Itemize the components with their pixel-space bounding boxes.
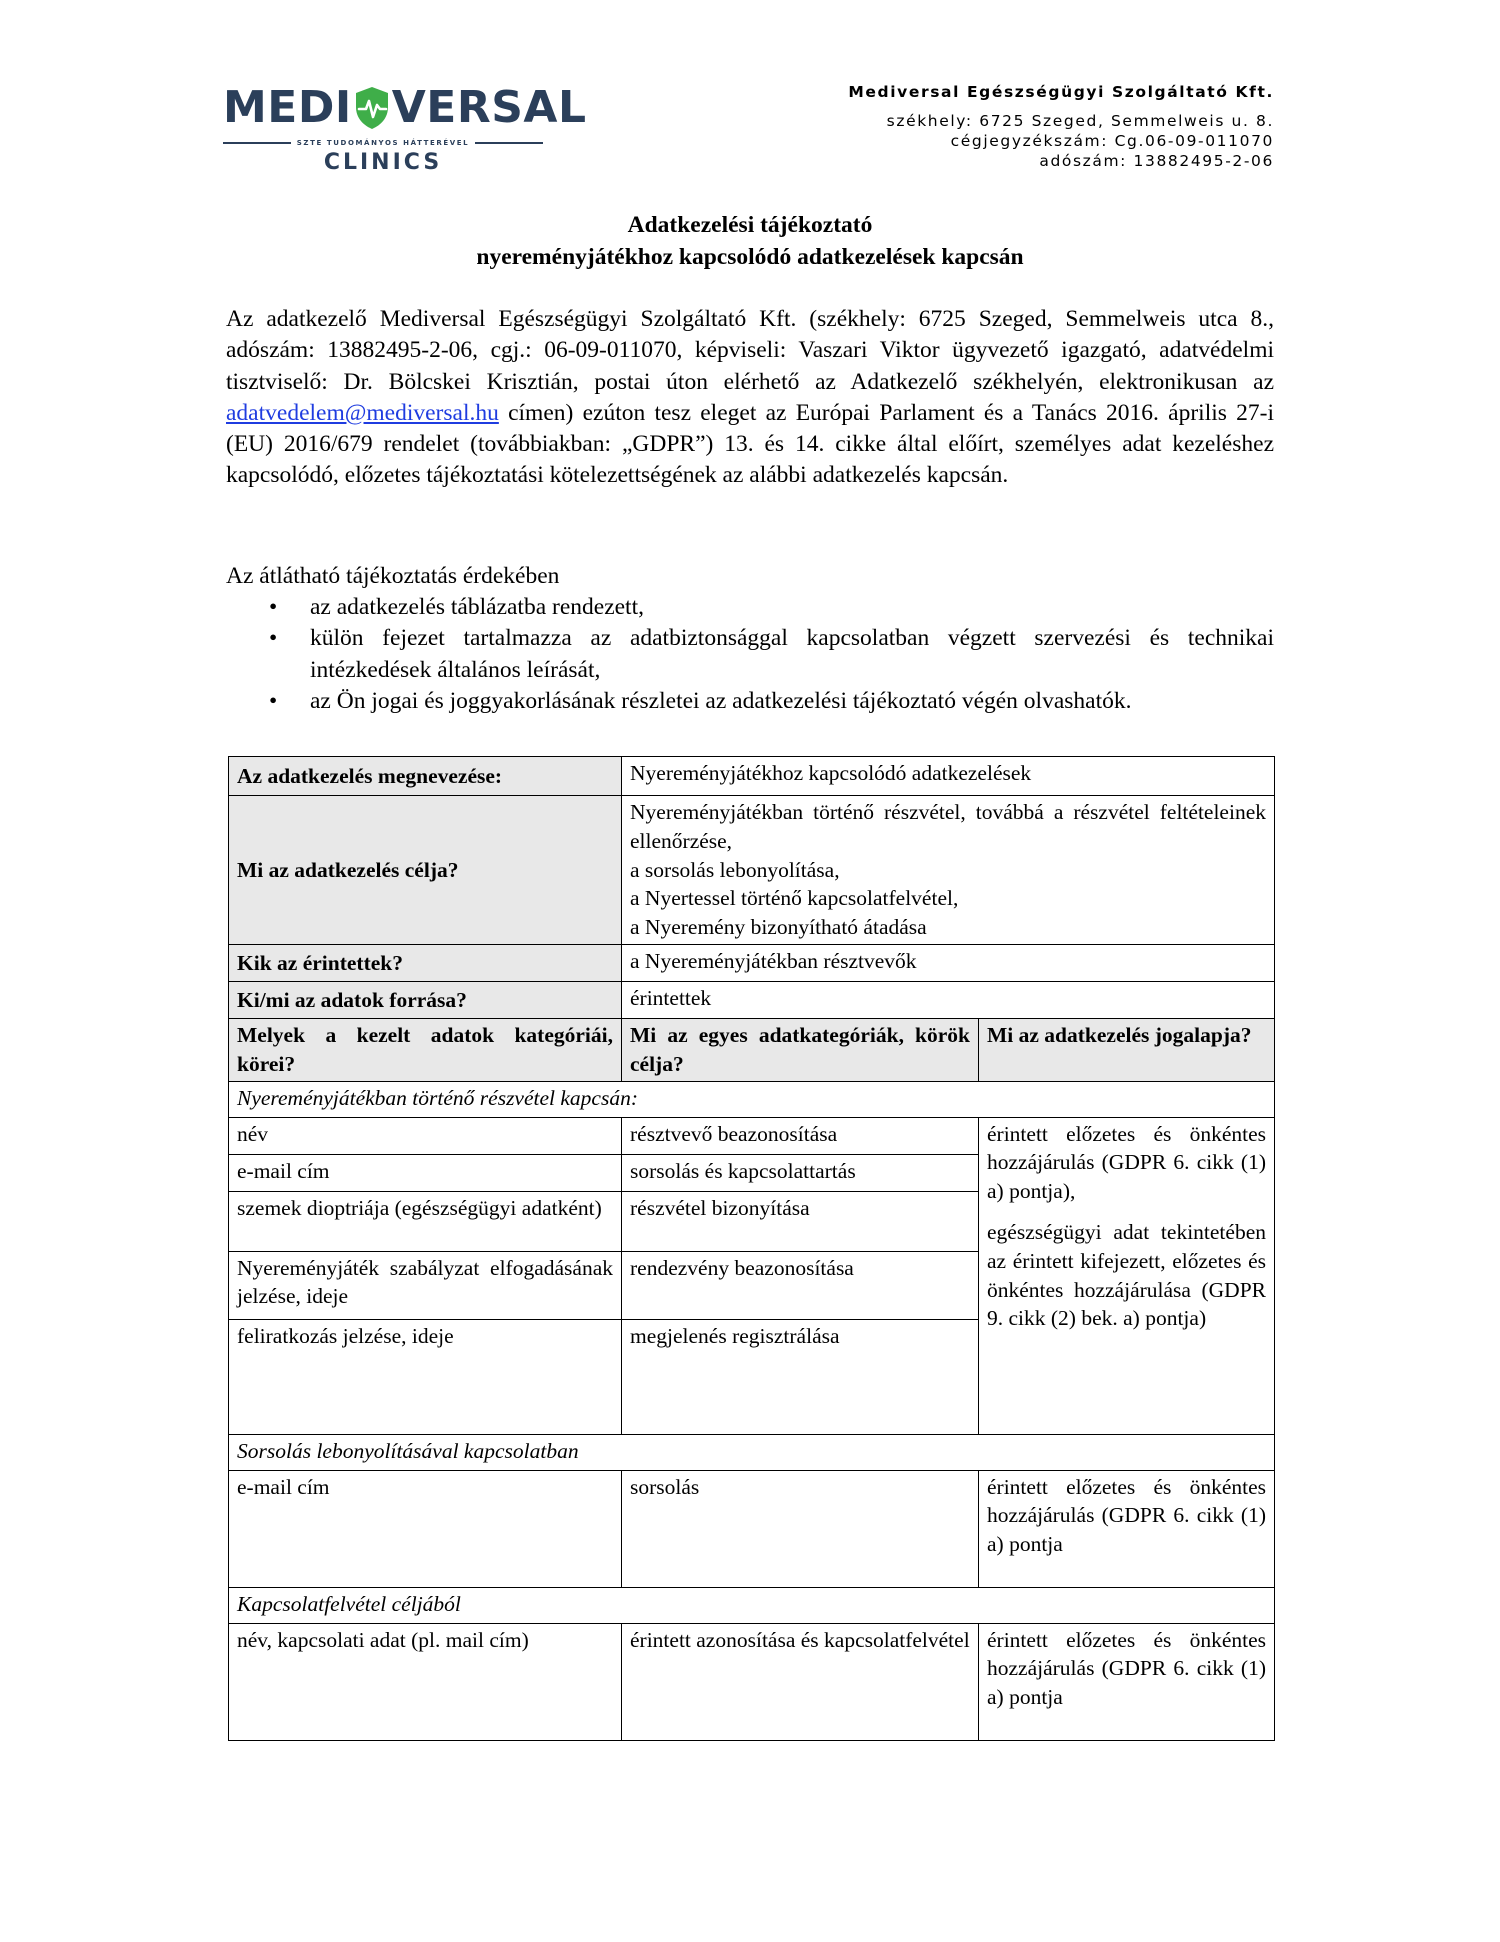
data-purpose: résztvevő beazonosítása xyxy=(622,1117,979,1154)
document-title: Adatkezelési tájékoztató xyxy=(627,212,873,238)
logo-tagline: SZTE TUDOMÁNYOS HÁTTERÉVEL xyxy=(296,139,470,147)
table-row xyxy=(229,1117,1275,1154)
company-name: Mediversal Egészségügyi Szolgáltató Kft. xyxy=(848,83,1274,101)
bullet-icon: • xyxy=(269,625,278,652)
logo-tagline-row xyxy=(223,137,543,149)
company-seat: székhely: 6725 Szeged, Semmelweis u. 8. xyxy=(886,112,1274,130)
company-registry: cégjegyzékszám: Cg.06-09-011070 xyxy=(950,132,1274,150)
list-item-text: az Ön jogai és joggyakorlásának részletei az adatkezelési tájékoztató végén olvashatók. xyxy=(310,687,1132,714)
intro-paragraph xyxy=(226,304,1274,492)
purpose-line: Nyereményjátékban történő részvétel, továbbá a részvétel feltételeinek ellenőrzése, xyxy=(630,800,1266,853)
bullet-icon: • xyxy=(269,687,278,714)
table-row xyxy=(229,757,1275,796)
list-item xyxy=(226,592,1274,623)
data-purpose: sorsolás és kapcsolattartás xyxy=(622,1154,979,1191)
col-header-legal-basis: Mi az adatkezelés jogalapja? xyxy=(979,1019,1275,1082)
company-tax-number: adószám: 13882495-2-06 xyxy=(1039,152,1274,170)
legal-basis-health-consent: egészségügyi adat tekintetében az érintett kifejezett, előzetes és önkéntes hozzájárulása (GDPR 9. cikk (2) bek. a) pontja) xyxy=(987,1219,1266,1331)
list-item-text: az adatkezelés táblázatba rendezett, xyxy=(310,594,644,620)
section-title-participation: Nyereményjátékban történő részvétel kapcsán: xyxy=(229,1081,1275,1117)
mediversal-logo xyxy=(223,82,587,175)
data-category: szemek dioptriája (egészségügyi adatként) xyxy=(229,1191,622,1251)
data-category: név, kapcsolati adat (pl. mail cím) xyxy=(229,1623,622,1740)
purpose-label: Mi az adatkezelés célja? xyxy=(229,796,622,945)
data-processing-table xyxy=(228,756,1275,1741)
list-item xyxy=(226,623,1274,686)
purpose-value xyxy=(622,796,1275,945)
purpose-line: a sorsolás lebonyolítása, xyxy=(630,857,840,882)
document-subtitle: nyereményjátékhoz kapcsolódó adatkezelések kapcsán xyxy=(476,244,1024,270)
legal-basis-draw: érintett előzetes és önkéntes hozzájárulás (GDPR 6. cikk (1) a) pontja xyxy=(979,1470,1275,1587)
data-category: Nyereményjáték szabályzat elfogadásának jelzése, ideje xyxy=(229,1251,622,1319)
subjects-label: Kik az érintettek? xyxy=(229,945,622,982)
legal-basis-participation xyxy=(979,1117,1275,1434)
logo-wordmark xyxy=(223,84,587,132)
privacy-email-link[interactable]: adatvedelem@mediversal.hu xyxy=(226,399,499,426)
col-header-purposes: Mi az egyes adatkategóriák, körök célja? xyxy=(622,1019,979,1082)
data-purpose: érintett azonosítása és kapcsolatfelvétel xyxy=(622,1623,979,1740)
logo-word-right: VERSAL xyxy=(391,82,587,133)
bullet-icon: • xyxy=(269,594,278,620)
data-category: e-mail cím xyxy=(229,1154,622,1191)
col-header-categories: Melyek a kezelt adatok kategóriái, körei? xyxy=(229,1019,622,1082)
purpose-line: a Nyertessel történő kapcsolatfelvétel, xyxy=(630,886,959,911)
transparency-list xyxy=(226,592,1274,717)
data-category: e-mail cím xyxy=(229,1470,622,1587)
list-item-text: külön fejezet tartalmazza az adatbiztonsággal kapcsolatban végzett szervezési és technikai intézkedések általános leírását, xyxy=(310,625,1274,683)
table-row xyxy=(229,1623,1275,1740)
source-value: érintettek xyxy=(622,982,1275,1019)
data-purpose: megjelenés regisztrálása xyxy=(622,1319,979,1434)
transparency-lead: Az átlátható tájékoztatás érdekében xyxy=(226,563,560,589)
intro-text-after: címen) ezúton tesz eleget az Európai Parlament és a Tanács 2016. április 27-i (EU) 2016/679 rendelet (továbbiakban: „GDPR”) 13. és 14. cikke által előírt, személyes adat kezeléshez kapcsolódó, előzetes tájékoztatási kötelezettségének az alábbi adatkezelés kapcsán. xyxy=(226,399,1274,489)
section-title-draw: Sorsolás lebonyolításával kapcsolatban xyxy=(229,1434,1275,1470)
table-row xyxy=(229,796,1275,945)
company-info xyxy=(848,82,1274,171)
source-label: Ki/mi az adatok forrása? xyxy=(229,982,622,1019)
subjects-value: a Nyereményjátékban résztvevők xyxy=(622,945,1275,982)
section-row xyxy=(229,1081,1275,1117)
legal-basis-spacer xyxy=(987,1206,1266,1218)
purpose-line: a Nyeremény bizonyítható átadása xyxy=(630,915,927,940)
processing-name-value: Nyereményjátékhoz kapcsolódó adatkezelések xyxy=(622,757,1275,796)
table-row xyxy=(229,1470,1275,1587)
processing-name-label: Az adatkezelés megnevezése: xyxy=(229,757,622,796)
logo-rule-right xyxy=(475,142,543,144)
section-row xyxy=(229,1434,1275,1470)
section-title-contact: Kapcsolatfelvétel céljából xyxy=(229,1587,1275,1623)
table-row xyxy=(229,945,1275,982)
list-item xyxy=(226,686,1274,717)
table-header-row xyxy=(229,1019,1275,1082)
logo-word-left: MEDI xyxy=(223,82,352,133)
table-row xyxy=(229,982,1275,1019)
logo-clinics: CLINICS xyxy=(323,150,443,175)
data-purpose: sorsolás xyxy=(622,1470,979,1587)
intro-text-before: Az adatkezelő Mediversal Egészségügyi Szolgáltató Kft. (székhely: 6725 Szeged, Semmelweis utca 8., adószám: 13882495-2-06, cgj.: 06-09-011070, képviseli: Vaszari Viktor ügyvezető igazgató, adatvédelmi tisztviselő: Dr. Bölcskei Krisztián, postai úton elérhető az Adatkezelő székhelyén, elektronikusan az xyxy=(226,306,1274,395)
logo-rule-left xyxy=(223,142,291,144)
legal-basis-contact: érintett előzetes és önkéntes hozzájárulás (GDPR 6. cikk (1) a) pontja xyxy=(979,1623,1275,1740)
data-category: feliratkozás jelzése, ideje xyxy=(229,1319,622,1434)
legal-basis-consent: érintett előzetes és önkéntes hozzájárulás (GDPR 6. cikk (1) a) pontja), xyxy=(987,1121,1266,1204)
data-purpose: részvétel bizonyítása xyxy=(622,1191,979,1251)
data-purpose: rendezvény beazonosítása xyxy=(622,1251,979,1319)
section-row xyxy=(229,1587,1275,1623)
shield-heartbeat-icon xyxy=(353,85,391,131)
data-category: név xyxy=(229,1117,622,1154)
